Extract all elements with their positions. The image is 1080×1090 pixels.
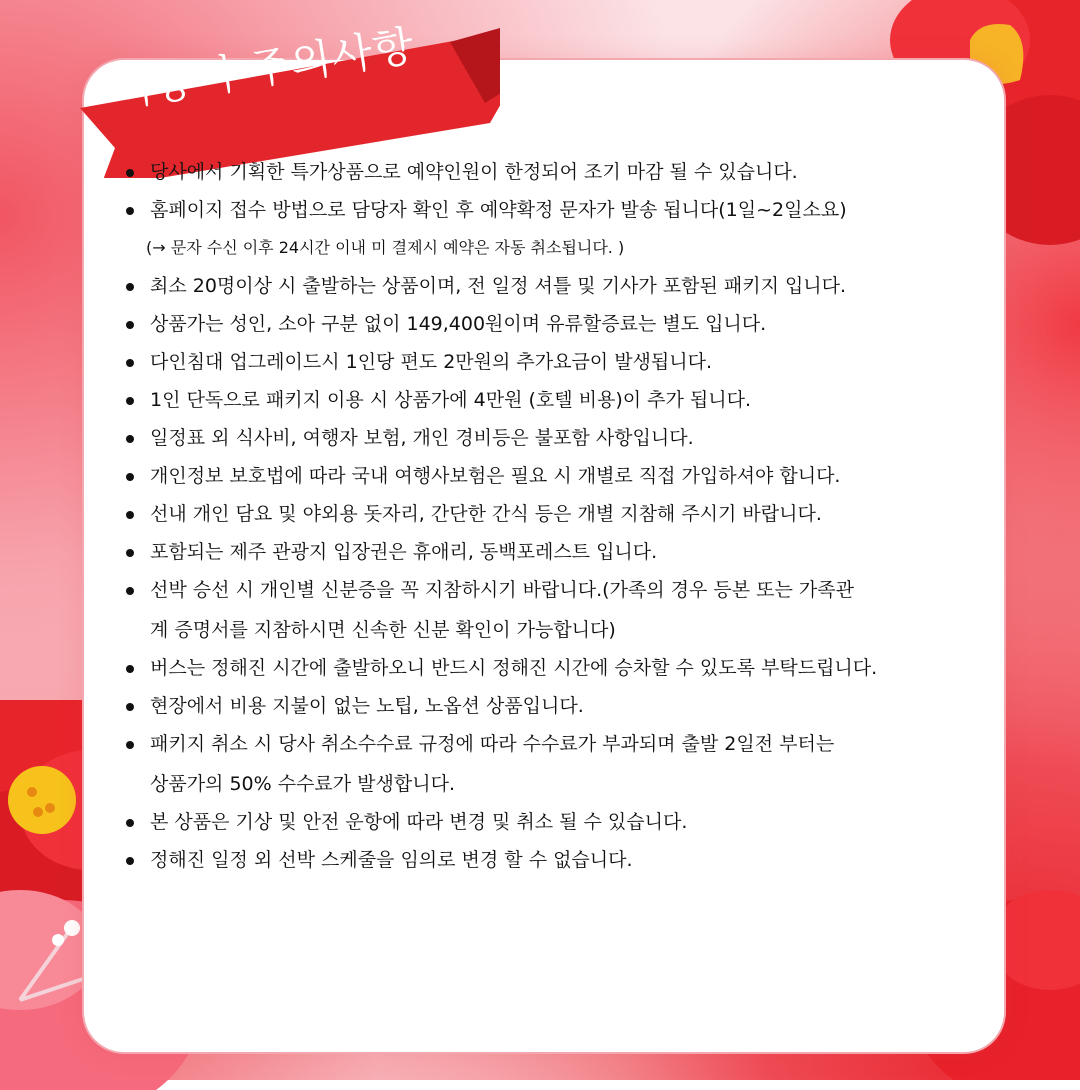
bullet-icon [126, 397, 134, 405]
list-item-text: 일정표 외 식사비, 여행자 보험, 개인 경비등은 불포함 사항입니다. [150, 427, 694, 449]
list-item-text: 패키지 취소 시 당사 취소수수료 규정에 따라 수수료가 부과되며 출발 2일전 부터는 [150, 733, 835, 755]
list-item-text: (→ 문자 수신 이후 24시간 이내 미 결제시 예약은 자동 취소됩니다. ) [146, 238, 625, 257]
bullet-icon [126, 435, 134, 443]
list-item [128, 350, 1008, 374]
list-item [128, 540, 1008, 564]
list-item-text: 최소 20명이상 시 출발하는 상품이며, 전 일정 셔틀 및 기사가 포함된 패키지 입니다. [150, 275, 847, 297]
list-item-text: 포함되는 제주 관광지 입장권은 휴애리, 동백포레스트 입니다. [150, 541, 658, 563]
list-item-text: 1인 단독으로 패키지 이용 시 상품가에 4만원 (호텔 비용)이 추가 됩니다. [150, 389, 751, 411]
list-item [128, 810, 1008, 834]
list-item [128, 160, 1008, 184]
page-title: 이용시 주의사항 [108, 20, 418, 117]
list-item-text: 개인정보 보호법에 따라 국내 여행사보험은 필요 시 개별로 직접 가입하셔야 합니다. [150, 465, 841, 487]
list-item-text: 당사에서 기획한 특가상품으로 예약인원이 한정되어 조기 마감 될 수 있습니다. [150, 161, 798, 183]
bullet-icon [126, 321, 134, 329]
bullet-icon [126, 741, 134, 749]
list-item [128, 464, 1008, 488]
list-item-text: 상품가는 성인, 소아 구분 없이 149,400원이며 유류할증료는 별도 입니다. [150, 313, 767, 335]
list-item [128, 732, 1008, 796]
bullet-icon [126, 359, 134, 367]
bullet-icon [126, 703, 134, 711]
list-item [128, 388, 1008, 412]
list-item [128, 502, 1008, 526]
list-item-text: 선내 개인 담요 및 야외용 돗자리, 간단한 간식 등은 개별 지참해 주시기 바랍니다. [150, 503, 822, 525]
list-item [128, 694, 1008, 718]
list-item [128, 198, 1008, 222]
bullet-icon [126, 207, 134, 215]
bullet-icon [126, 511, 134, 519]
list-item [128, 312, 1008, 336]
list-item-text: 선박 승선 시 개인별 신분증을 꼭 지참하시기 바랍니다.(가족의 경우 등본 또는 가족관 [150, 579, 854, 601]
list-item [128, 426, 1008, 450]
list-item-text: 다인침대 업그레이드시 1인당 편도 2만원의 추가요금이 발생됩니다. [150, 351, 713, 373]
bullet-icon [126, 473, 134, 481]
list-item [128, 274, 1008, 298]
list-item-text: 상품가의 50% 수수료가 발생합니다. [150, 773, 455, 795]
bullet-icon [126, 665, 134, 673]
list-item-text: 버스는 정해진 시간에 출발하오니 반드시 정해진 시간에 승차할 수 있도록 부탁드립니다. [150, 657, 878, 679]
bullet-icon [126, 549, 134, 557]
notice-list [128, 160, 1008, 886]
list-item-text: 본 상품은 기상 및 안전 운항에 따라 변경 및 취소 될 수 있습니다. [150, 811, 688, 833]
bullet-icon [126, 819, 134, 827]
bullet-icon [126, 587, 134, 595]
list-item [128, 578, 1008, 642]
bullet-icon [126, 169, 134, 177]
list-item-text: 정해진 일정 외 선박 스케줄을 임의로 변경 할 수 없습니다. [150, 849, 633, 871]
list-item-text: 계 증명서를 지참하시면 신속한 신분 확인이 가능합니다) [150, 619, 616, 641]
list-item [128, 656, 1008, 680]
list-item-text: 현장에서 비용 지불이 없는 노팁, 노옵션 상품입니다. [150, 695, 584, 717]
list-item-text: 홈페이지 접수 방법으로 담당자 확인 후 예약확정 문자가 발송 됩니다(1일~2일소요) [150, 199, 847, 221]
bullet-icon [126, 283, 134, 291]
list-item [128, 848, 1008, 872]
bullet-icon [126, 857, 134, 865]
note-item [128, 236, 1008, 260]
